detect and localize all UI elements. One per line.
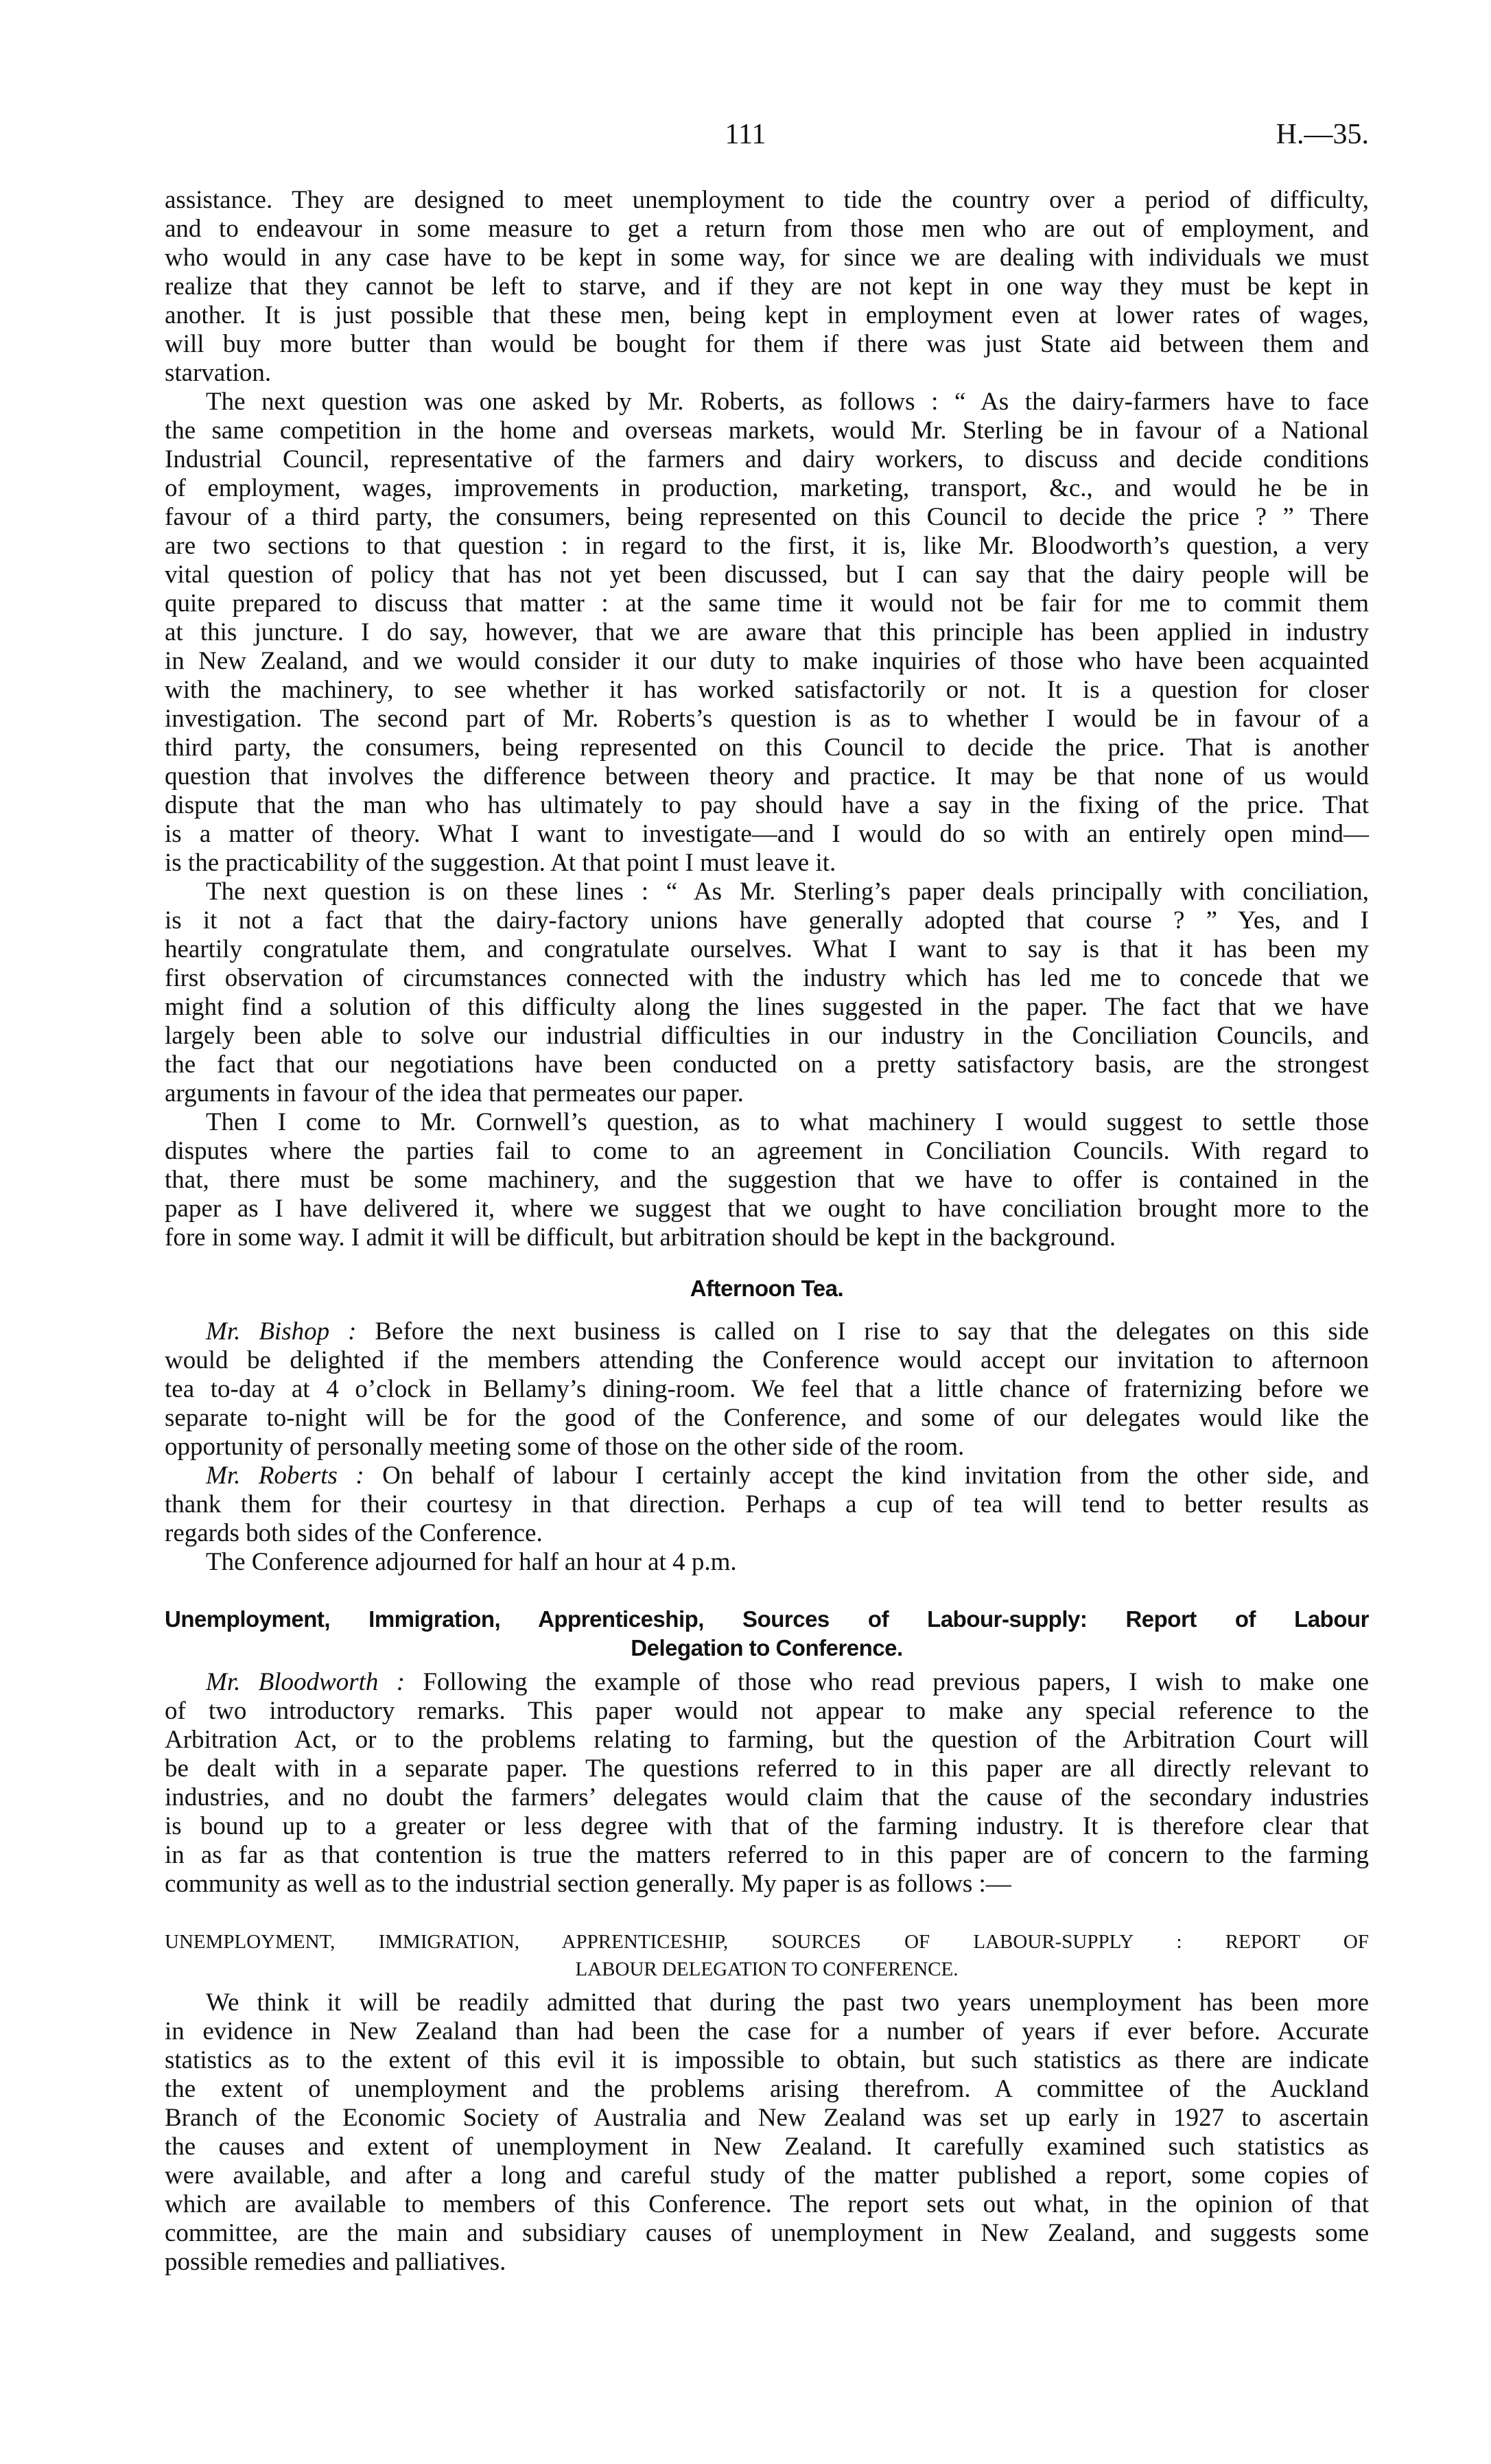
line-text: in evidence in New Zealand than had been the case for a number of years if ever before. Accurate <box>165 2017 1369 2045</box>
line-text: of employment, wages, improvements in production, marketing, transport, &c., and would he be in <box>165 474 1369 502</box>
text-line <box>165 734 1369 762</box>
report-title <box>165 1928 1369 1983</box>
text-line <box>165 272 1369 301</box>
speaker-name: Mr. Bishop : <box>206 1317 357 1346</box>
heading-line: Afternoon Tea. <box>690 1276 844 1301</box>
line-text: starvation. <box>165 359 272 387</box>
line-text: is a matter of theory. What I want to investigate—and I would do so with an entirely open mind— <box>165 820 1369 848</box>
text-line <box>165 1697 1369 1726</box>
line-text: possible remedies and palliatives. <box>165 2248 506 2276</box>
line-text: the extent of unemployment and the problems arising therefrom. A committee of the Auckland <box>165 2075 1369 2103</box>
line-text: committee, are the main and subsidiary causes of unemployment in New Zealand, and suggests some <box>165 2219 1369 2247</box>
text-line <box>165 1375 1369 1404</box>
text-line <box>165 906 1369 935</box>
line-text: the causes and extent of unemployment in New Zealand. It carefully examined such statistics as <box>165 2133 1369 2161</box>
line-text: Following the example of those who read previous papers, I wish to make one <box>405 1668 1369 1696</box>
line-text: in as far as that contention is true the matters referred to in this paper are of concern to the farming <box>165 1841 1369 1869</box>
text-line <box>165 1668 1369 1697</box>
text-line <box>165 762 1369 791</box>
line-text: question that involves the difference between theory and practice. It may be that none of us would <box>165 762 1369 790</box>
text-line <box>165 2248 1369 2277</box>
text-line <box>165 186 1369 215</box>
document-reference: H.—35. <box>1276 119 1369 150</box>
line-text: fore in some way. I admit it will be difficult, but arbitration should be kept in the background. <box>165 1223 1116 1252</box>
heading-line: UNEMPLOYMENT, IMMIGRATION, APPRENTICESHIP, SOURCES OF LABOUR-SUPPLY : REPORT OF <box>165 1931 1369 1953</box>
line-text: might find a solution of this difficulty along the lines suggested in the paper. The fact that we have <box>165 993 1369 1021</box>
line-text: with the machinery, to see whether it has worked satisfactorily or not. It is a question for closer <box>165 676 1369 704</box>
line-text: Industrial Council, representative of the farmers and dairy workers, to discuss and decide conditions <box>165 445 1369 473</box>
heading-line: Unemployment, Immigration, Apprenticeship, Sources of Labour-supply: Report of Labour <box>165 1606 1369 1632</box>
paragraph <box>165 186 1369 388</box>
text-line <box>165 1108 1369 1137</box>
text-line <box>165 1079 1369 1108</box>
line-text: arguments in favour of the idea that permeates our paper. <box>165 1079 744 1107</box>
text-line <box>165 2017 1369 2046</box>
line-text: On behalf of labour I certainly accept the kind invitation from the other side, and <box>364 1462 1369 1490</box>
text-line <box>165 1490 1369 1519</box>
paragraph <box>165 1988 1369 2277</box>
text-line <box>165 2133 1369 2161</box>
speaker-name: Mr. Bloodworth : <box>206 1668 406 1696</box>
line-text: dispute that the man who has ultimately to pay should have a say in the fixing of the price. That <box>165 791 1369 819</box>
line-text: tea to-day at 4 o’clock in Bellamy’s dining-room. We feel that a little chance of fraternizing before we <box>165 1375 1369 1403</box>
text-line <box>165 532 1369 561</box>
text-line <box>165 503 1369 532</box>
line-text: investigation. The second part of Mr. Roberts’s question is as to whether I would be in favour of a <box>165 705 1369 733</box>
line-text: first observation of circumstances connected with the industry which has led me to concede that we <box>165 964 1369 992</box>
text-line <box>165 791 1369 820</box>
text-line <box>165 1051 1369 1079</box>
text-line <box>165 1812 1369 1841</box>
text-line <box>165 820 1369 849</box>
line-text: is bound up to a greater or less degree with that of the farming industry. It is therefore clear that <box>165 1812 1369 1840</box>
text-line <box>165 244 1369 272</box>
section-heading-unemployment <box>165 1605 1369 1663</box>
text-line <box>165 215 1369 244</box>
text-line <box>165 1404 1369 1433</box>
line-text: realize that they cannot be left to starve, and if they are not kept in one way they must be kept in <box>165 272 1369 301</box>
line-text: be dealt with in a separate paper. The questions referred to in this paper are all directly relevant to <box>165 1755 1369 1783</box>
line-text: assistance. They are designed to meet unemployment to tide the country over a period of difficulty, <box>165 186 1369 214</box>
line-text: of two introductory remarks. This paper would not appear to make any special reference to the <box>165 1697 1369 1725</box>
text-line <box>165 1166 1369 1195</box>
text-line <box>165 1783 1369 1812</box>
text-line <box>165 647 1369 676</box>
heading-line: Delegation to Conference. <box>631 1635 903 1661</box>
line-text: who would in any case have to be kept in some way, for since we are dealing with individuals we must <box>165 244 1369 272</box>
line-text: another. It is just possible that these men, being kept in employment even at lower rates of wages, <box>165 301 1369 329</box>
paragraph <box>165 878 1369 1108</box>
text-line <box>165 474 1369 503</box>
text-line <box>165 445 1369 474</box>
speaker-name: Mr. Roberts : <box>206 1462 364 1490</box>
line-text: that, there must be some machinery, and the suggestion that we have to offer is contained in the <box>165 1166 1369 1194</box>
line-text: Then I come to Mr. Cornwell’s question, as to what machinery I would suggest to settle those <box>206 1108 1369 1136</box>
line-text: largely been able to solve our industrial difficulties in our industry in the Conciliation Councils, and <box>165 1022 1369 1050</box>
section-body <box>165 1988 1369 2277</box>
text-line <box>165 1462 1369 1490</box>
paragraph <box>165 1108 1369 1252</box>
paragraph <box>165 1317 1369 1462</box>
text-line <box>165 1548 1369 1577</box>
text-line <box>165 705 1369 734</box>
line-text: quite prepared to discuss that matter : at the same time it would not be fair for me to commit them <box>165 589 1369 618</box>
line-text: are two sections to that question : in regard to the first, it is, like Mr. Bloodworth’s question, a very <box>165 532 1369 560</box>
text-line <box>165 878 1369 906</box>
text-line <box>165 2104 1369 2133</box>
line-text: community as well as to the industrial section generally. My paper is as follows :— <box>165 1870 1011 1898</box>
text-line <box>165 1317 1369 1346</box>
line-text: We think it will be readily admitted that during the past two years unemployment has been more <box>206 1988 1369 2017</box>
text-line <box>165 2161 1369 2190</box>
line-text: Before the next business is called on I rise to say that the delegates on this side <box>356 1317 1369 1346</box>
line-text: is the practicability of the suggestion. At that point I must leave it. <box>165 849 836 877</box>
line-text: would be delighted if the members attending the Conference would accept our invitation to afternoon <box>165 1346 1369 1374</box>
section-body <box>165 1317 1369 1577</box>
line-text: the fact that our negotiations have been conducted on a pretty satisfactory basis, are the strongest <box>165 1051 1369 1079</box>
text-line <box>165 1988 1369 2017</box>
line-text: third party, the consumers, being represented on this Council to decide the price. That is another <box>165 734 1369 762</box>
text-line <box>165 2190 1369 2219</box>
line-text: the same competition in the home and overseas markets, would Mr. Sterling be in favour of a National <box>165 416 1369 445</box>
line-text: statistics as to the extent of this evil it is impossible to obtain, but such statistics as there are indicate <box>165 2046 1369 2074</box>
page-number: 111 <box>725 119 766 150</box>
text-line <box>165 935 1369 964</box>
text-line <box>165 1137 1369 1166</box>
text-line <box>165 1841 1369 1870</box>
line-text: paper as I have delivered it, where we suggest that we ought to have conciliation brought more to the <box>165 1195 1369 1223</box>
text-line <box>165 1433 1369 1462</box>
text-line <box>165 359 1369 388</box>
section-heading-afternoon-tea <box>165 1274 1369 1303</box>
line-text: in New Zealand, and we would consider it our duty to make inquiries of those who have been acquainted <box>165 647 1369 675</box>
text-line <box>165 1726 1369 1755</box>
text-line <box>165 993 1369 1022</box>
text-line <box>165 1223 1369 1252</box>
text-line <box>165 416 1369 445</box>
line-text: The next question is on these lines : “ As Mr. Sterling’s paper deals principally with conciliation, <box>206 878 1369 906</box>
text-line <box>165 849 1369 878</box>
text-line <box>165 1346 1369 1375</box>
text-line <box>165 388 1369 416</box>
line-text: favour of a third party, the consumers, being represented on this Council to decide the price ? ” There <box>165 503 1369 531</box>
line-text: is it not a fact that the dairy-factory unions have generally adopted that course ? ” Yes, and I <box>165 906 1369 935</box>
text-line <box>165 589 1369 618</box>
text-line <box>165 561 1369 589</box>
text-line <box>165 2075 1369 2104</box>
line-text: at this juncture. I do say, however, that we are aware that this principle has been applied in industry <box>165 618 1369 646</box>
line-text: will buy more butter than would be bought for them if there was just State aid between them and <box>165 330 1369 358</box>
line-text: The Conference adjourned for half an hour at 4 p.m. <box>206 1548 737 1576</box>
text-line <box>165 1195 1369 1223</box>
line-text: thank them for their courtesy in that direction. Perhaps a cup of tea will tend to better results as <box>165 1490 1369 1518</box>
line-text: opportunity of personally meeting some of those on the other side of the room. <box>165 1433 965 1461</box>
line-text: regards both sides of the Conference. <box>165 1519 543 1547</box>
line-text: and to endeavour in some measure to get a return from those men who are out of employment, and <box>165 215 1369 243</box>
line-text: separate to-night will be for the good of the Conference, and some of our delegates would like the <box>165 1404 1369 1432</box>
text-line <box>165 2219 1369 2248</box>
line-text: vital question of policy that has not yet been discussed, but I can say that the dairy people will be <box>165 561 1369 589</box>
text-line <box>165 301 1369 330</box>
section-body <box>165 1668 1369 1899</box>
text-line <box>165 1022 1369 1051</box>
paragraph <box>165 1462 1369 1548</box>
line-text: were available, and after a long and careful study of the matter published a report, some copies of <box>165 2161 1369 2190</box>
text-line <box>165 964 1369 993</box>
line-text: disputes where the parties fail to come to an agreement in Conciliation Councils. With regard to <box>165 1137 1369 1165</box>
paragraph <box>165 388 1369 878</box>
line-text: Arbitration Act, or to the problems relating to farming, but the question of the Arbitration Court will <box>165 1726 1369 1754</box>
paragraph <box>165 1668 1369 1899</box>
text-line <box>165 618 1369 647</box>
text-line <box>165 1519 1369 1548</box>
text-line <box>165 2046 1369 2075</box>
section-body <box>165 186 1369 1252</box>
text-line <box>165 1755 1369 1783</box>
line-text: industries, and no doubt the farmers’ delegates would claim that the cause of the secondary industries <box>165 1783 1369 1811</box>
line-text: The next question was one asked by Mr. Roberts, as follows : “ As the dairy-farmers have to face <box>206 388 1369 416</box>
text-line <box>165 1870 1369 1899</box>
heading-line: LABOUR DELEGATION TO CONFERENCE. <box>575 1958 959 1980</box>
line-text: Branch of the Economic Society of Australia and New Zealand was set up early in 1927 to ascertain <box>165 2104 1369 2132</box>
text-line <box>165 676 1369 705</box>
text-line <box>165 330 1369 359</box>
line-text: which are available to members of this Conference. The report sets out what, in the opinion of that <box>165 2190 1369 2218</box>
line-text: heartily congratulate them, and congratulate ourselves. What I want to say is that it has been my <box>165 935 1369 963</box>
paragraph <box>165 1548 1369 1577</box>
